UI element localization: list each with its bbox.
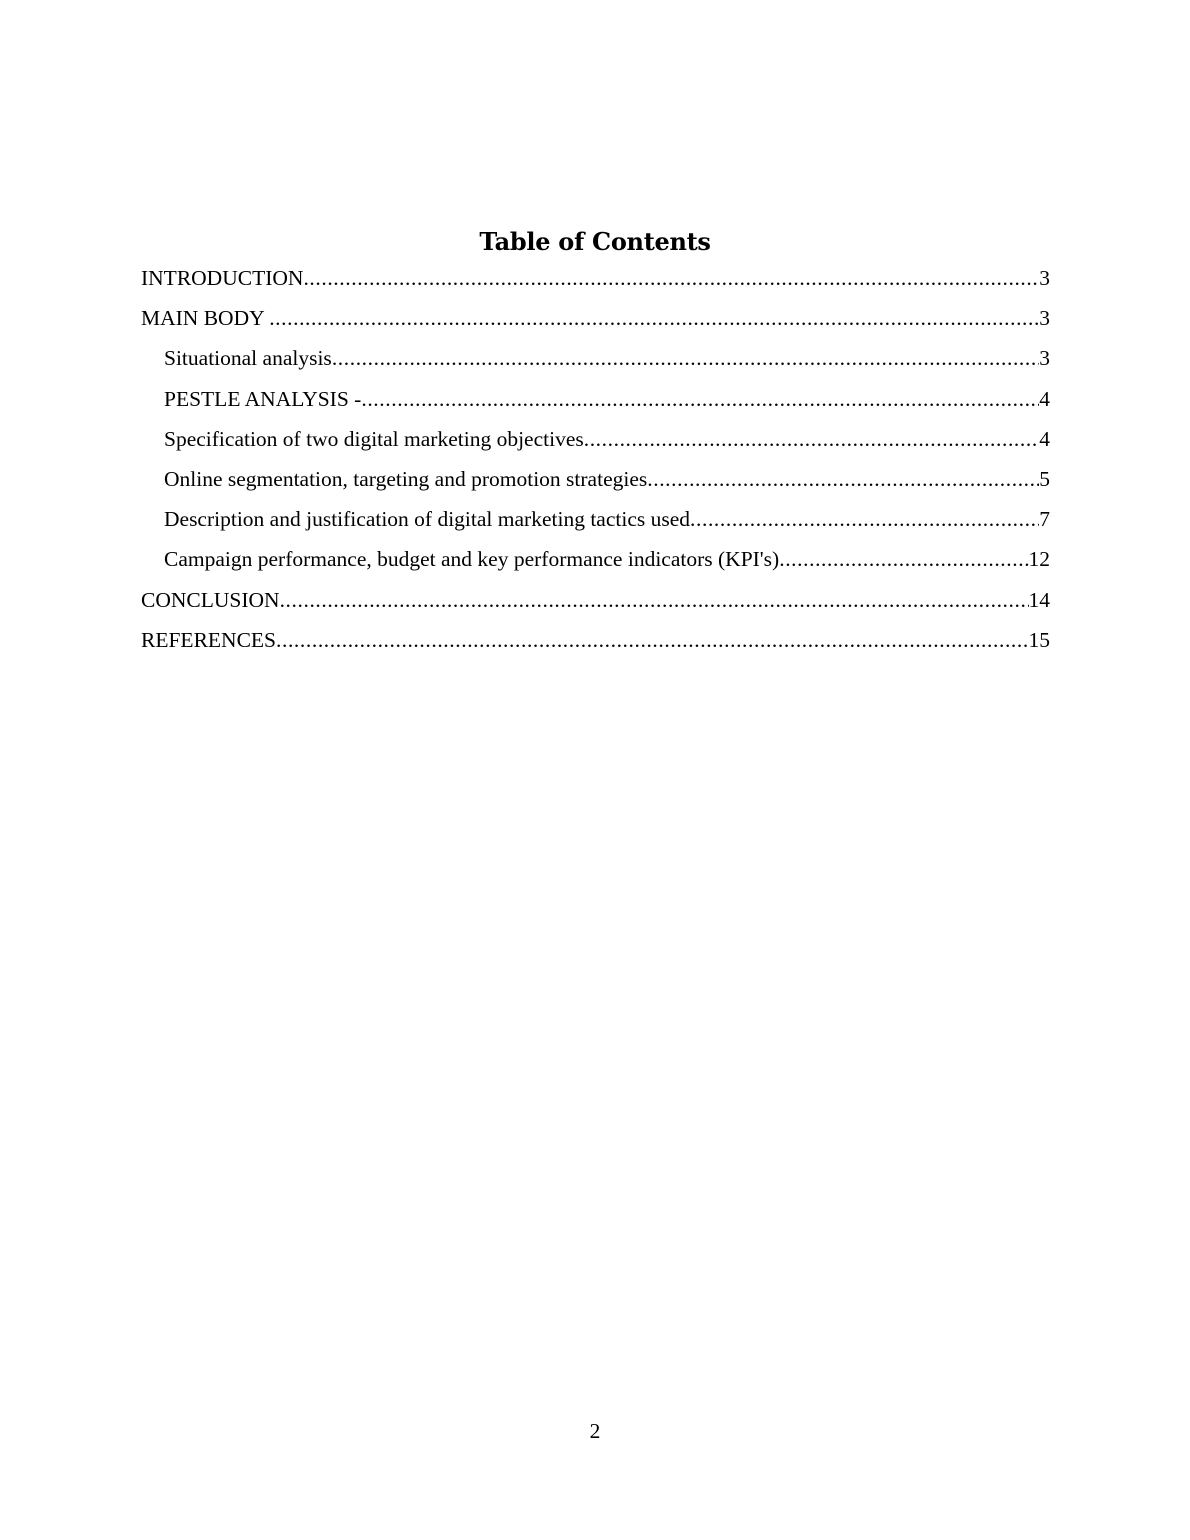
toc-entry-marketing-tactics[interactable] xyxy=(141,503,1050,543)
toc-entry-situational-analysis[interactable] xyxy=(141,342,1050,382)
toc-entry-label: REFERENCES xyxy=(141,627,276,652)
toc-entry-label: MAIN BODY xyxy=(141,306,270,331)
toc-dot-leader xyxy=(584,423,1040,455)
toc-entry-label: CONCLUSION xyxy=(141,587,280,612)
toc-entry-main-body[interactable] xyxy=(141,302,1050,342)
toc-entry-page: 4 xyxy=(1039,386,1050,411)
toc-dot-leader xyxy=(690,503,1039,535)
toc-entry-label: Online segmentation, targeting and promotion strategies xyxy=(164,466,648,491)
toc-entry-pestle-analysis[interactable] xyxy=(141,383,1050,423)
toc-dot-leader xyxy=(280,584,1029,616)
toc-entry-label: Description and justification of digital marketing tactics used xyxy=(164,507,691,532)
toc-dot-leader xyxy=(332,342,1039,374)
toc-entry-page: 15 xyxy=(1028,627,1050,652)
toc-entry-conclusion[interactable] xyxy=(141,584,1050,624)
toc-list xyxy=(141,262,1050,664)
toc-entry-label: PESTLE ANALYSIS - xyxy=(164,386,362,411)
toc-entry-page: 3 xyxy=(1039,266,1050,290)
toc-entry-label: Specification of two digital marketing objectives xyxy=(164,426,584,451)
toc-entry-online-segmentation[interactable] xyxy=(141,463,1050,503)
toc-entry-page: 3 xyxy=(1039,346,1050,371)
toc-entry-campaign-performance[interactable] xyxy=(141,543,1050,583)
toc-heading: Table of Contents xyxy=(479,227,711,256)
toc-dot-leader xyxy=(647,463,1039,495)
page-number: 2 xyxy=(589,1419,601,1443)
toc-entry-marketing-objectives[interactable] xyxy=(141,423,1050,463)
toc-entry-page: 3 xyxy=(1039,306,1050,331)
toc-entry-label: Campaign performance, budget and key performance indicators (KPI's) xyxy=(164,547,780,572)
toc-entry-page: 7 xyxy=(1039,507,1050,532)
toc-dot-leader xyxy=(303,262,1039,294)
toc-entry-label: INTRODUCTION xyxy=(141,266,304,290)
toc-dot-leader xyxy=(269,302,1039,334)
toc-entry-references[interactable] xyxy=(141,624,1050,664)
toc-dot-leader xyxy=(276,624,1029,656)
toc-dot-leader xyxy=(779,543,1028,575)
toc-entry-page: 12 xyxy=(1028,547,1050,572)
toc-dot-leader xyxy=(361,383,1039,415)
toc-entry-introduction[interactable] xyxy=(141,262,1050,302)
toc-entry-page: 14 xyxy=(1028,587,1050,612)
toc-entry-label: Situational analysis xyxy=(164,346,332,371)
toc-entry-page: 5 xyxy=(1039,466,1050,491)
toc-entry-page: 4 xyxy=(1039,426,1050,451)
